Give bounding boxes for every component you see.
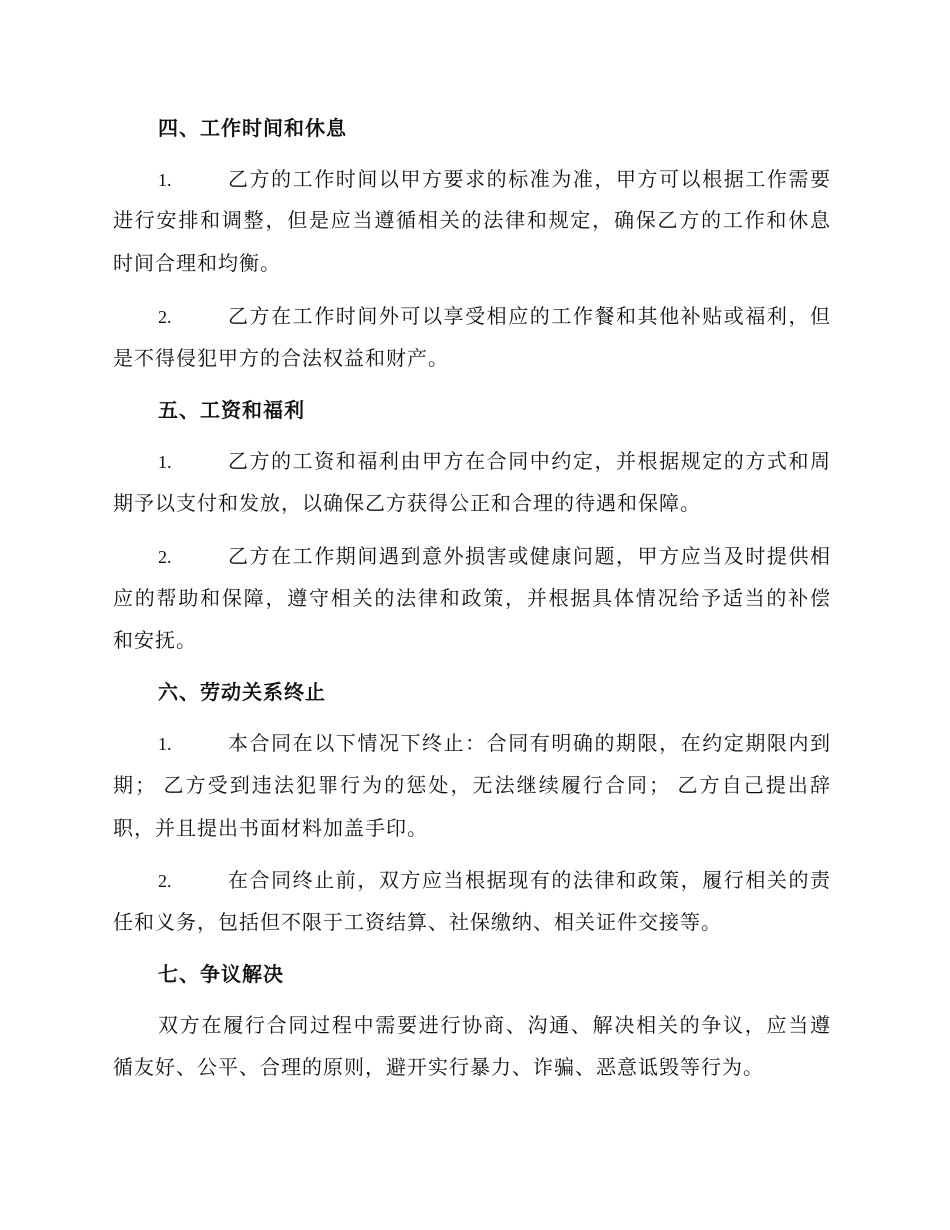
paragraph-line: 乙方的工资和福利由甲方在合同中约定，并根据规定的方式和周 — [228, 449, 830, 473]
item-number: 2. — [158, 871, 172, 891]
paragraph-line: 双方在履行合同过程中需要进行协商、沟通、解决相关的争议，应当遵 — [158, 1013, 830, 1037]
paragraph-line: 和安抚。 — [113, 628, 197, 652]
paragraph-line: 在合同终止前，双方应当根据现有的法律和政策，履行相关的责 — [228, 868, 830, 892]
paragraph-line: 循友好、公平、合理的原则，避开实行暴力、诈骗、恶意诋毁等行为。 — [113, 1055, 764, 1079]
paragraph-line: 职，并且提出书面材料加盖手印。 — [113, 816, 428, 840]
paragraph-line: 乙方的工作时间以甲方要求的标准为准，甲方可以根据工作需要 — [228, 167, 830, 191]
item-number: 2. — [158, 307, 172, 327]
item-number: 1. — [158, 452, 172, 472]
section-heading: 七、争议解决 — [158, 962, 284, 986]
paragraph-line: 是不得侵犯甲方的合法权益和财产。 — [113, 346, 449, 370]
section-heading: 五、工资和福利 — [158, 398, 305, 422]
section-heading: 四、工作时间和休息 — [158, 116, 347, 140]
item-number: 1. — [158, 170, 172, 190]
paragraph-line: 时间合理和均衡。 — [113, 251, 281, 275]
paragraph-line: 本合同在以下情况下终止：合同有明确的期限，在约定期限内到 — [228, 731, 830, 755]
item-number: 1. — [158, 734, 172, 754]
paragraph-line: 期予以支付和发放，以确保乙方获得公正和合理的待遇和保障。 — [113, 491, 701, 515]
section-heading: 六、劳动关系终止 — [158, 680, 326, 704]
paragraph-line: 期； 乙方受到违法犯罪行为的惩处，无法继续履行合同； 乙方自己提出辞 — [113, 773, 830, 797]
item-number: 2. — [158, 547, 172, 567]
paragraph-line: 乙方在工作期间遇到意外损害或健康问题，甲方应当及时提供相 — [228, 544, 830, 568]
paragraph-line: 任和义务，包括但不限于工资结算、社保缴纳、相关证件交接等。 — [113, 910, 722, 934]
paragraph-line: 进行安排和调整，但是应当遵循相关的法律和规定，确保乙方的工作和休息 — [113, 208, 830, 232]
paragraph-line: 应的帮助和保障，遵守相关的法律和政策，并根据具体情况给予适当的补偿 — [113, 586, 830, 610]
paragraph-line: 乙方在工作时间外可以享受相应的工作餐和其他补贴或福利，但 — [228, 304, 830, 328]
